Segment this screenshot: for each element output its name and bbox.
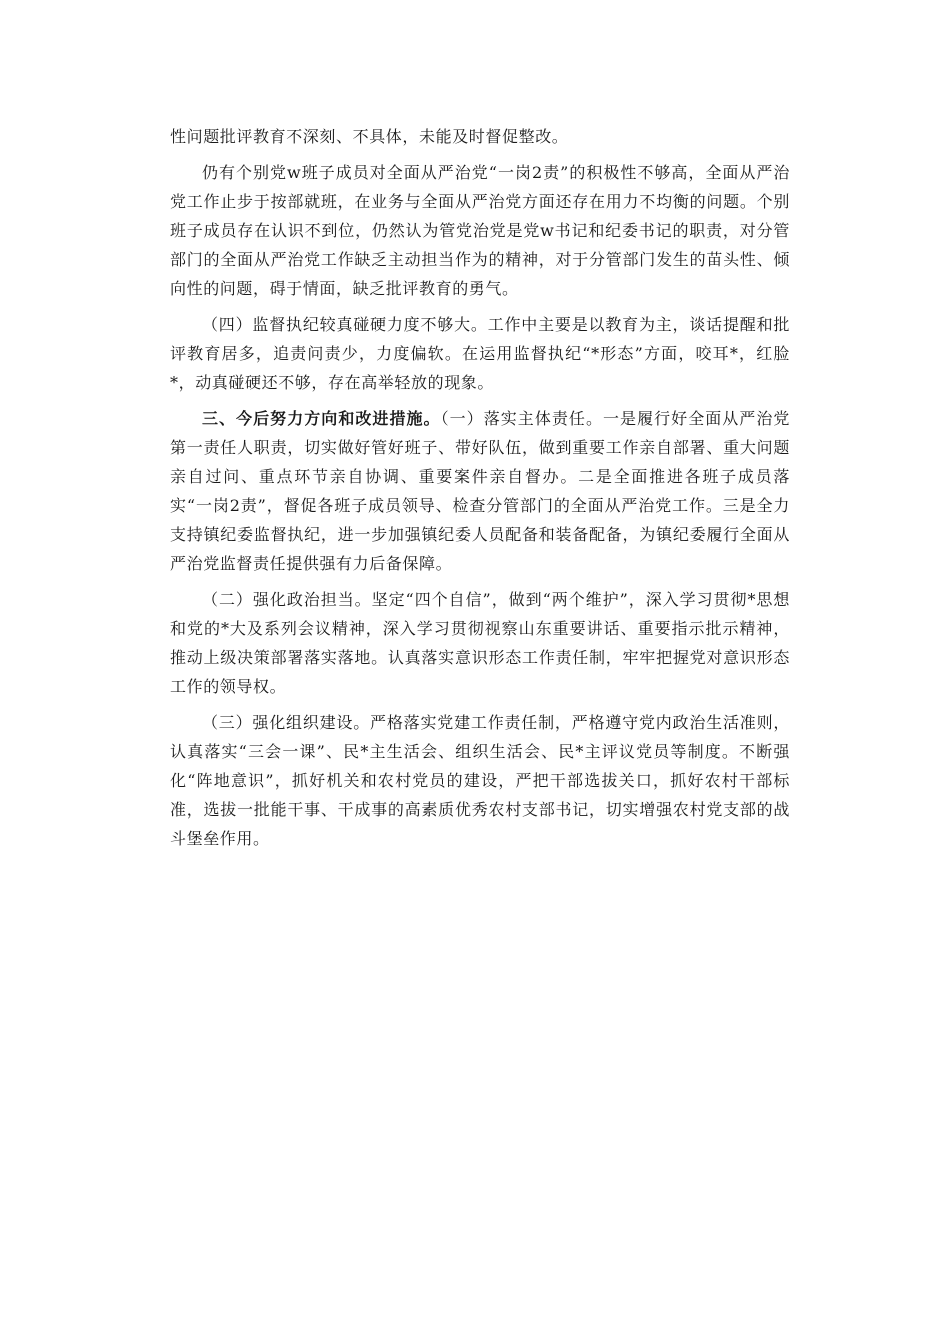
paragraph-text: （二）强化政治担当。坚定“四个自信”，做到“两个维护”，深入学习贯彻*思想和党的*大及系列会议精神，深入学习贯彻视察山东重要讲话、重要指示批示精神，推动上级决策部署落实落地。认真落实意识形态工作责任制，牢牢把握党对意识形态工作的领导权。 bbox=[170, 590, 790, 696]
paragraph-text: 仍有个别党w班子成员对全面从严治党“一岗2责”的积极性不够高，全面从严治党工作止步于按部就班，在业务与全面从严治党方面还存在用力不均衡的问题。个别班子成员存在认识不到位，仍然认为管党治党是党w书记和纪委书记的职责，对分管部门的全面从严治党工作缺乏主动担当作为的精神，对于分管部门发生的苗头性、倾向性的问题，碍于情面，缺乏批评教育的勇气。 bbox=[170, 163, 790, 298]
paragraph-political bbox=[170, 585, 790, 701]
section-heading: 三、今后努力方向和改进措施。 bbox=[202, 409, 441, 428]
paragraph-text: （三）强化组织建设。严格落实党建工作责任制，严格遵守党内政治生活准则，认真落实“三会一课”、民*主生活会、组织生活会、民*主评议党员等制度。不断强化“阵地意识”，抓好机关和农村党员的建设，严把干部选拔关口，抓好农村干部标准，选拔一批能干事、干成事的高素质优秀农村支部书记，切实增强农村党支部的战斗堡垒作用。 bbox=[170, 713, 790, 848]
paragraph-responsibility bbox=[170, 158, 790, 303]
paragraph-supervision bbox=[170, 310, 790, 397]
paragraph-improvement-measures bbox=[170, 404, 790, 578]
paragraph-text: （四）监督执纪较真碰硬力度不够大。工作中主要是以教育为主，谈话提醒和批评教育居多，追责问责少，力度偏软。在运用监督执纪“*形态”方面，咬耳*，红脸*，动真碰硬还不够，存在高举轻放的现象。 bbox=[170, 315, 790, 392]
paragraph-organization bbox=[170, 708, 790, 853]
paragraph-text: 性问题批评教育不深刻、不具体，未能及时督促整改。 bbox=[170, 127, 569, 146]
paragraph-continuation bbox=[170, 122, 790, 151]
document-body bbox=[170, 122, 790, 860]
paragraph-text: （一）落实主体责任。一是履行好全面从严治党第一责任人职责，切实做好管好班子、带好队伍，做到重要工作亲自部署、重大问题亲自过问、重点环节亲自协调、重要案件亲自督办。二是全面推进各班子成员落实“一岗2责”，督促各班子成员领导、检查分管部门的全面从严治党工作。三是全力支持镇纪委监督执纪，进一步加强镇纪委人员配备和装备配备，为镇纪委履行全面从严治党监督责任提供强有力后备保障。 bbox=[170, 409, 790, 573]
